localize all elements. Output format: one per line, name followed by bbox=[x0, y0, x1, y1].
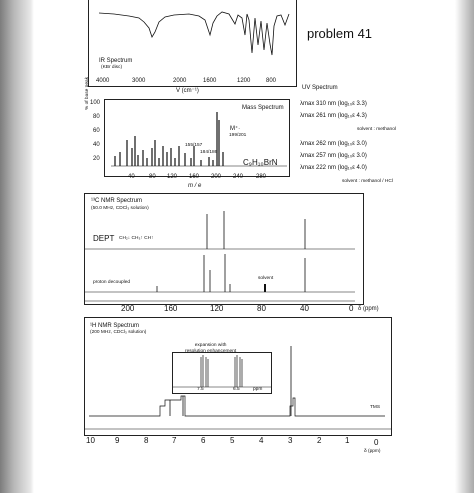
c13-x-tick-160: 160 bbox=[164, 304, 178, 313]
ir-tick-1: 4000 bbox=[96, 78, 110, 84]
c13-x-unit: δ (ppm) bbox=[358, 306, 379, 312]
mass-title: Mass Spectrum bbox=[242, 105, 284, 111]
mass-x-label: m / e bbox=[188, 183, 202, 189]
c13-subtitle: (50.0 MHz, CDCl₃ solution) bbox=[91, 206, 149, 211]
h1-x-unit: δ (ppm) bbox=[364, 449, 381, 454]
uv-line-2: λmax 261 nm (log₁₀ε 4.3) bbox=[300, 113, 367, 119]
mass-mplus: M⁺· bbox=[230, 126, 241, 132]
h1-x-tick-3: 3 bbox=[288, 436, 293, 445]
uv-solvent-2: solvent : methanol / HCl bbox=[342, 179, 393, 184]
h1-x-tick-7: 7 bbox=[172, 436, 177, 445]
mass-formula: C₉H₁₀BrN bbox=[243, 158, 278, 167]
h1-subtitle: (200 MHz, CDCl₃ solution) bbox=[90, 330, 147, 335]
ir-spectrum-panel bbox=[88, 0, 297, 87]
problem-title: problem 41 bbox=[307, 26, 373, 41]
uv-title: UV Spectrum bbox=[302, 85, 338, 91]
mass-label-155: 155/157 bbox=[185, 143, 203, 148]
uv-line-3: λmax 262 nm (log₁₀ε 3.0) bbox=[300, 141, 367, 147]
h1-title: ¹H NMR Spectrum bbox=[90, 323, 140, 329]
h1-x-tick-1: 1 bbox=[345, 436, 350, 445]
mass-x-tick-280: 280 bbox=[256, 174, 267, 180]
scan-shadow-right bbox=[455, 0, 474, 493]
mass-label-184: 184/186 bbox=[200, 150, 218, 155]
ir-tick-3: 2000 bbox=[173, 78, 187, 84]
mass-spectrum-panel bbox=[104, 99, 290, 177]
mass-y-label: % of base peak bbox=[85, 76, 90, 110]
mass-mplus-values: 199/201 bbox=[229, 133, 247, 138]
mass-x-tick-80: 80 bbox=[149, 174, 156, 180]
h1-tms-label: TMS bbox=[370, 405, 381, 410]
ir-axis-label: V (cm⁻¹) bbox=[176, 88, 199, 94]
h1-inset-tick-2: 6.5 bbox=[233, 387, 240, 392]
uv-solvent-1: solvent : methanol bbox=[357, 127, 396, 132]
c13-x-tick-200: 200 bbox=[121, 304, 135, 313]
c13-spectrum-panel bbox=[84, 193, 364, 305]
scan-shadow-left bbox=[0, 0, 34, 493]
c13-x-tick-40: 40 bbox=[300, 304, 309, 313]
c13-x-tick-120: 120 bbox=[210, 304, 224, 313]
h1-x-tick-10: 10 bbox=[86, 436, 95, 445]
mass-x-tick-160: 160 bbox=[189, 174, 200, 180]
mass-y-tick-60: 60 bbox=[93, 128, 100, 134]
c13-x-tick-0: 0 bbox=[349, 304, 354, 313]
ir-tick-5: 1200 bbox=[237, 78, 251, 84]
uv-line-5: λmax 222 nm (log₁₀ε 4.0) bbox=[300, 165, 367, 171]
mass-x-tick-40: 40 bbox=[128, 174, 135, 180]
h1-x-tick-6: 6 bbox=[201, 436, 206, 445]
h1-expansion-label: expansion with resolution enhancement bbox=[185, 343, 237, 354]
mass-y-tick-80: 80 bbox=[93, 114, 100, 120]
ir-tick-6: 800 bbox=[266, 78, 277, 84]
h1-x-tick-8: 8 bbox=[144, 436, 149, 445]
c13-x-tick-80: 80 bbox=[257, 304, 266, 313]
ir-trace bbox=[89, 0, 296, 86]
h1-x-tick-2: 2 bbox=[317, 436, 322, 445]
mass-x-tick-120: 120 bbox=[167, 174, 178, 180]
h1-x-tick-5: 5 bbox=[230, 436, 235, 445]
h1-x-tick-9: 9 bbox=[115, 436, 120, 445]
ir-subtitle: (KBr disc) bbox=[101, 65, 123, 70]
mass-y-tick-40: 40 bbox=[93, 142, 100, 148]
uv-line-1: λmax 310 nm (log₁₀ε 3.3) bbox=[300, 101, 367, 107]
mass-x-tick-200: 200 bbox=[211, 174, 222, 180]
c13-title: ¹³C NMR Spectrum bbox=[91, 198, 143, 204]
h1-inset-tick-1: 7.5 bbox=[197, 387, 204, 392]
ir-title: IR Spectrum bbox=[99, 58, 133, 64]
ir-tick-2: 3000 bbox=[132, 78, 146, 84]
h1-x-tick-4: 4 bbox=[259, 436, 264, 445]
mass-y-tick-20: 20 bbox=[93, 156, 100, 162]
ir-tick-4: 1600 bbox=[203, 78, 217, 84]
h1-inset-tick-3: ppm bbox=[253, 387, 263, 392]
mass-y-tick-100: 100 bbox=[90, 100, 101, 106]
mass-x-tick-240: 240 bbox=[233, 174, 244, 180]
c13-decoupled-label: proton decoupled bbox=[93, 280, 131, 285]
h1-spectrum-panel bbox=[84, 317, 392, 436]
c13-dept-label: DEPT bbox=[93, 234, 115, 243]
c13-dept-legend: CH₂↓ CH₃↑ CH↑ bbox=[119, 236, 154, 241]
h1-trace bbox=[85, 318, 391, 435]
uv-line-4: λmax 257 nm (log₁₀ε 3.0) bbox=[300, 153, 367, 159]
h1-x-tick-0: 0 bbox=[374, 438, 379, 447]
c13-solvent-label: solvent bbox=[258, 276, 274, 281]
